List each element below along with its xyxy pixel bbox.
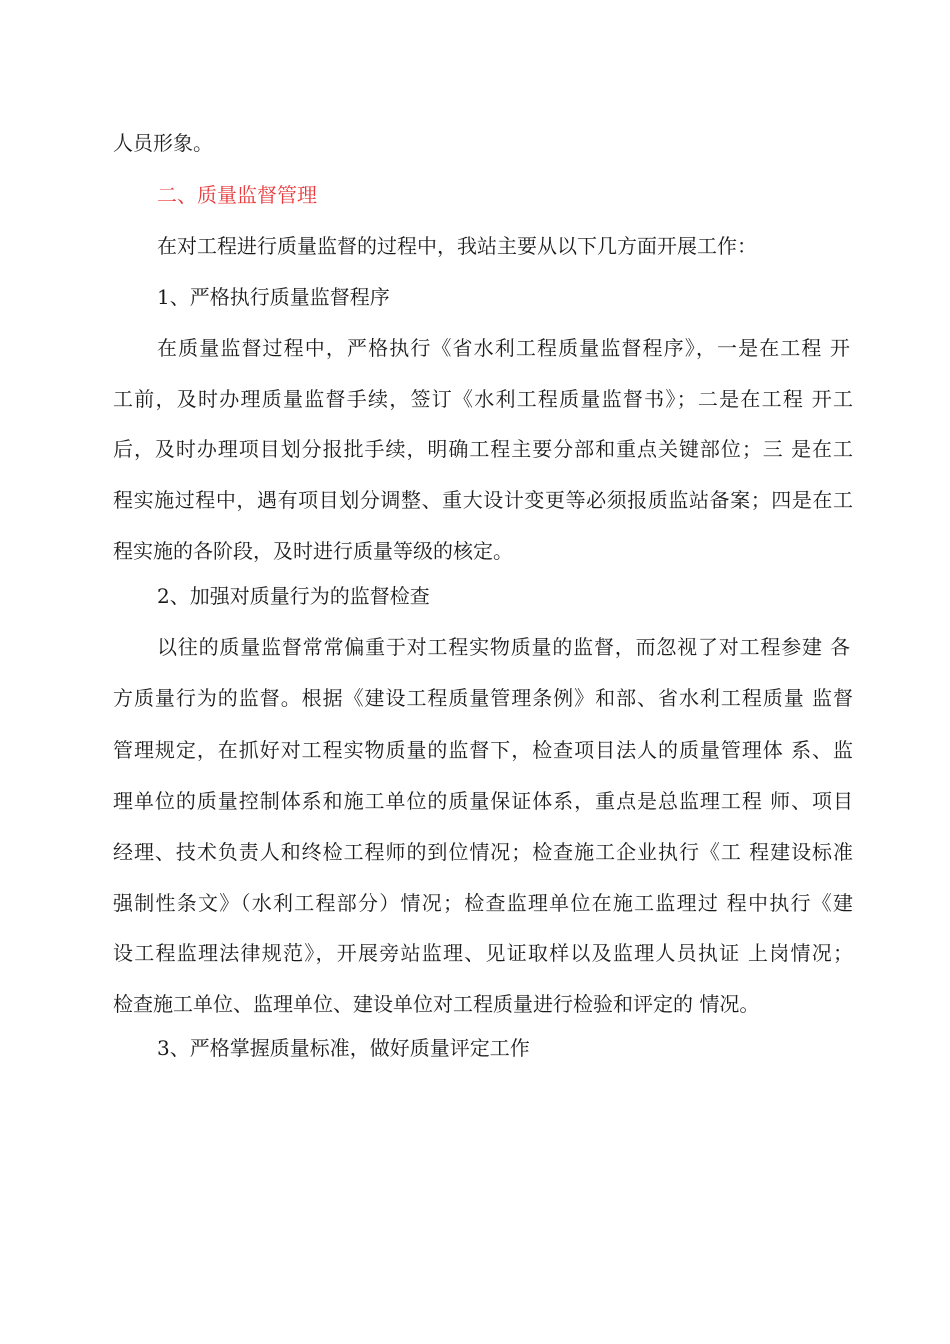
paragraph-continuation: 人员形象。 — [113, 131, 213, 155]
paragraph-1-line-1: 在质量监督过程中，严格执行《省水利工程质量监督程序》，一是在工程 开 — [157, 336, 850, 360]
paragraph-2-line-1: 以往的质量监督常常偏重于对工程实物质量的监督，而忽视了对工程参建 各 — [157, 635, 850, 659]
paragraph-1-line-5: 程实施的各阶段，及时进行质量等级的核定。 — [113, 539, 513, 563]
paragraph-2-line-6: 强制性条文》（水利工程部分）情况；检查监理单位在施工监理过 程中执行《建 — [113, 891, 853, 915]
subheading-2: 2、加强对质量行为的监督检查 — [157, 584, 430, 608]
paragraph-2-line-5: 经理、技术负责人和终检工程师的到位情况；检查施工企业执行《工 程建设标准 — [113, 840, 853, 864]
paragraph-1-line-3: 后，及时办理项目划分报批手续，明确工程主要分部和重点关键部位；三 是在工 — [113, 437, 853, 461]
paragraph-2-line-7: 设工程监理法律规范》，开展旁站监理、见证取样以及监理人员执证 上岗情况； — [113, 941, 853, 965]
paragraph-1-line-2: 工前，及时办理质量监督手续，签订《水利工程质量监督书》；二是在工程 开工 — [113, 387, 853, 411]
paragraph-2-line-2: 方质量行为的监督。根据《建设工程质量管理条例》和部、省水利工程质量 监督 — [113, 686, 853, 710]
paragraph-2-line-3: 管理规定，在抓好对工程实物质量的监督下，检查项目法人的质量管理体 系、监 — [113, 738, 853, 762]
intro-paragraph: 在对工程进行质量监督的过程中，我站主要从以下几方面开展工作： — [157, 234, 757, 258]
subheading-1: 1、严格执行质量监督程序 — [157, 285, 390, 309]
section-heading: 二、质量监督管理 — [157, 183, 317, 207]
paragraph-2-line-4: 理单位的质量控制体系和施工单位的质量保证体系，重点是总监理工程 师、项目 — [113, 789, 853, 813]
subheading-3: 3、严格掌握质量标准，做好质量评定工作 — [157, 1036, 530, 1060]
paragraph-1-line-4: 程实施过程中，遇有项目划分调整、重大设计变更等必须报质监站备案；四是在工 — [113, 488, 853, 512]
paragraph-2-line-8: 检查施工单位、监理单位、建设单位对工程质量进行检验和评定的 情况。 — [113, 992, 760, 1016]
